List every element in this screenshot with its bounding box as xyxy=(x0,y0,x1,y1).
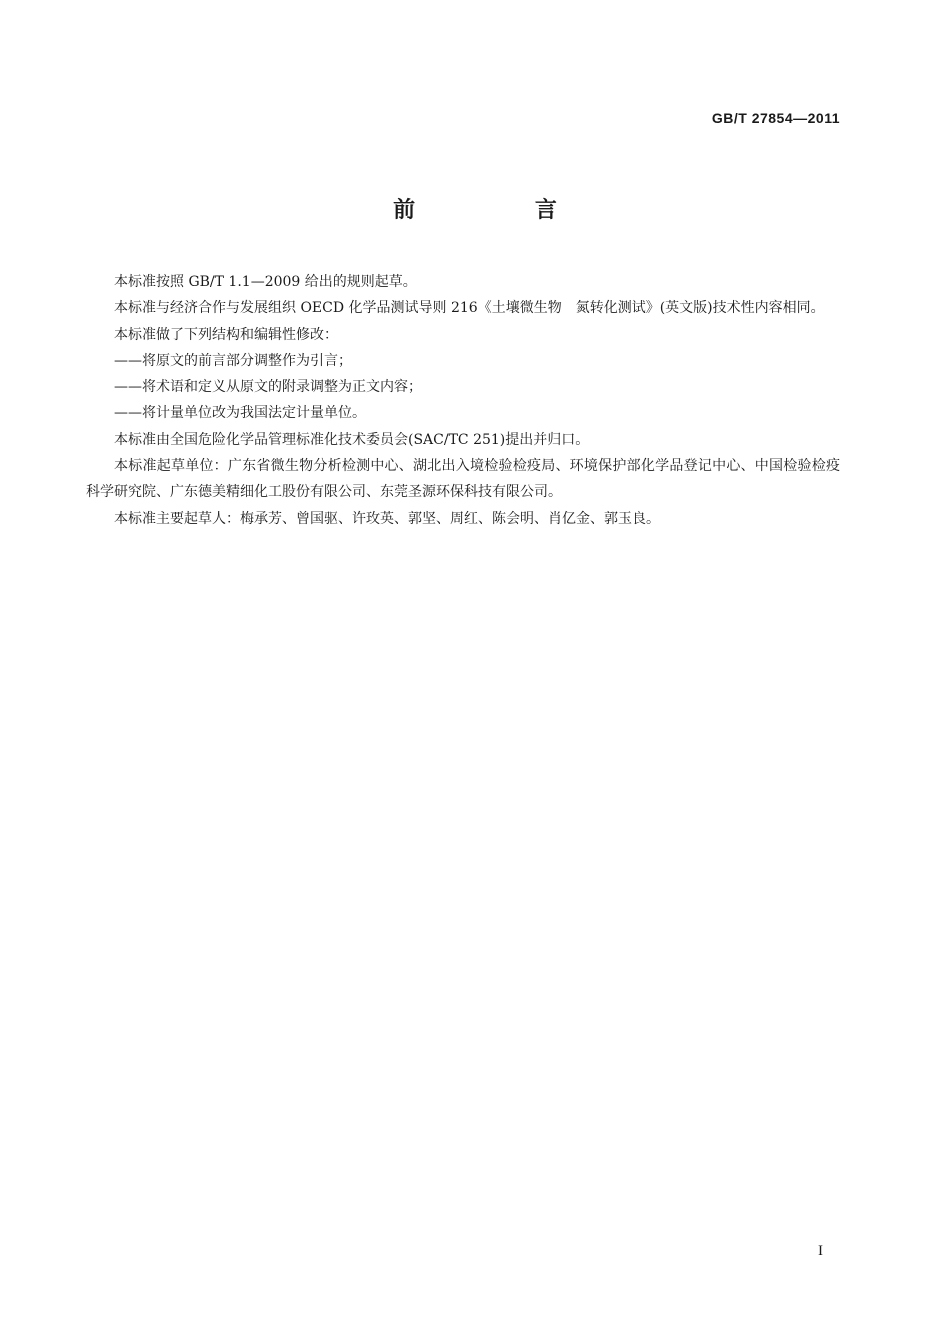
list-item: ——将术语和定义从原文的附录调整为正文内容； xyxy=(114,379,422,396)
paragraph-drafters: 本标准主要起草人：梅承芳、曾国驱、许玫英、郭坚、周红、陈会明、肖亿金、郭玉良。 xyxy=(114,510,660,527)
standard-number: GB/T 27854—2011 xyxy=(711,110,840,126)
page-number: I xyxy=(818,1243,823,1259)
list-item: ——将计量单位改为我国法定计量单位。 xyxy=(114,405,366,422)
paragraph-drafting-rules: 本标准按照 GB/T 1.1—2009 给出的规则起草。 xyxy=(114,274,417,290)
paragraph-modifications-intro: 本标准做了下列结构和编辑性修改： xyxy=(114,326,338,343)
foreword-body xyxy=(86,269,840,532)
paragraph-drafting-units: 本标准起草单位：广东省微生物分析检测中心、湖北出入境检验检疫局、环境保护部化学品登记中心、中国检验检疫科学研究院、广东德美精细化工股份有限公司、东莞圣源环保科技有限公司。 xyxy=(86,458,840,501)
list-item: ——将原文的前言部分调整作为引言； xyxy=(114,352,352,369)
paragraph-oecd-equivalence: 本标准与经济合作与发展组织 OECD 化学品测试导则 216《土壤微生物 氮转化测试》(英文版)技术性内容相同。 xyxy=(114,300,825,317)
page-title: 前 言 xyxy=(393,198,613,223)
paragraph-proposer: 本标准由全国危险化学品管理标准化技术委员会(SAC/TC 251)提出并归口。 xyxy=(114,431,590,448)
